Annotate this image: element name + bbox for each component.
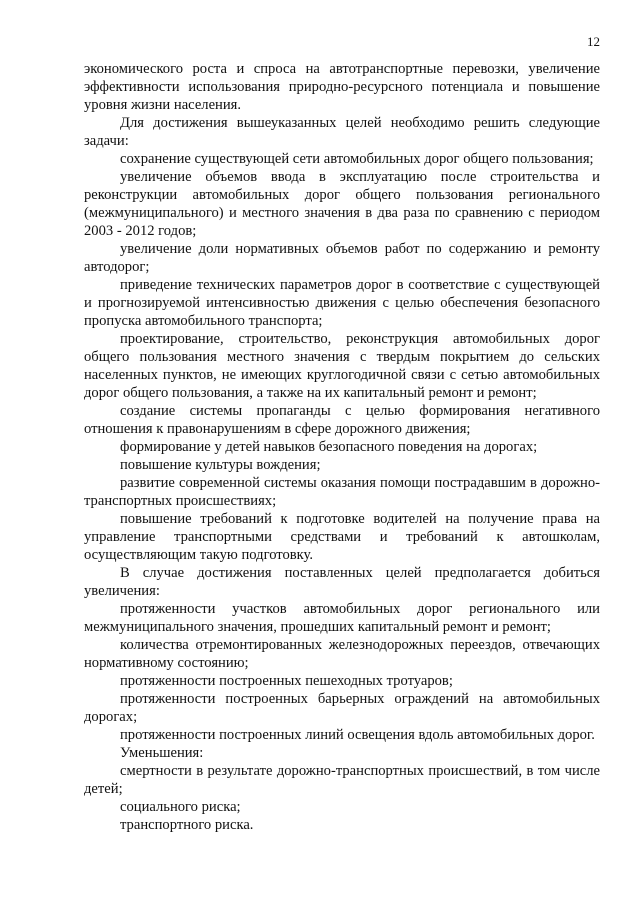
list-item: протяженности участков автомобильных дорог регионального или межмуниципального значения, прошедших капитальный ремонт и ремонт; <box>84 601 600 635</box>
list-item: проектирование, строительство, реконструкция автомобильных дорог общего пользования местного значения с твердым покрытием до сельских населенных пунктов, не имеющих круглогодичной связи с сетью автомобильных дорог общего пользования, а также на их капитальный ремонт и ремонт; <box>84 331 600 401</box>
list-item: транспортного риска. <box>120 817 254 833</box>
list-item: количества отремонтированных железнодорожных переездов, отвечающих нормативному состоянию; <box>84 637 600 671</box>
paragraph: экономического роста и спроса на автотранспортные перевозки, увеличение эффективности использования природно-ресурсного потенциала и повышение уровня жизни населения. <box>84 61 600 113</box>
list-item: создание системы пропаганды с целью формирования негативного отношения к правонарушениям в сфере дорожного движения; <box>84 403 600 437</box>
list-item: увеличение доли нормативных объемов работ по содержанию и ремонту автодорог; <box>84 241 600 275</box>
list-item: протяженности построенных линий освещения вдоль автомобильных дорог. <box>120 727 595 743</box>
list-item: повышение культуры вождения; <box>120 457 321 473</box>
list-item: смертности в результате дорожно-транспортных происшествий, в том числе детей; <box>84 763 600 797</box>
list-item: развитие современной системы оказания помощи пострадавшим в дорожно-транспортных происшествиях; <box>84 475 600 509</box>
document-body <box>84 60 600 834</box>
list-item: формирование у детей навыков безопасного поведения на дорогах; <box>120 439 538 455</box>
list-item: повышение требований к подготовке водителей на получение права на управление транспортными средствами и требований к автошколам, осуществляющим такую подготовку. <box>84 511 600 563</box>
list-item: протяженности построенных пешеходных тротуаров; <box>120 673 453 689</box>
list-item: сохранение существующей сети автомобильных дорог общего пользования; <box>120 151 594 167</box>
page-number: 12 <box>587 34 600 49</box>
paragraph: В случае достижения поставленных целей предполагается добиться увеличения: <box>84 565 600 599</box>
list-item: протяженности построенных барьерных ограждений на автомобильных дорогах; <box>84 691 600 725</box>
paragraph: Уменьшения: <box>120 745 204 761</box>
paragraph: Для достижения вышеуказанных целей необходимо решить следующие задачи: <box>84 115 600 149</box>
list-item: социального риска; <box>120 799 241 815</box>
list-item: увеличение объемов ввода в эксплуатацию после строительства и реконструкции автомобильных дорог общего пользования регионального (межмуниципального) и местного значения в два раза по сравнению с периодом 2003 - 2012 годов; <box>84 169 600 239</box>
list-item: приведение технических параметров дорог в соответствие с существующей и прогнозируемой интенсивностью движения с целью обеспечения безопасного пропуска автомобильного транспорта; <box>84 277 600 329</box>
